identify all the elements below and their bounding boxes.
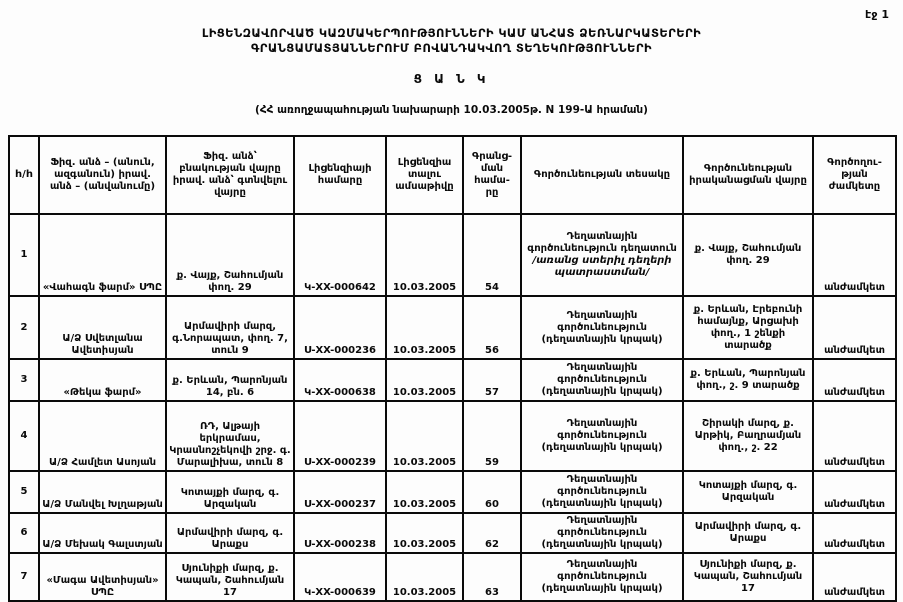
cell-registration-number: 60	[463, 471, 521, 513]
activity-text: Դեղատնային գործունեություն (դեղատնային կրպակ)	[541, 309, 663, 345]
header-license-number: Լիցենզիայի համարը	[294, 136, 386, 214]
cell-validity-term: անժամկետ	[813, 553, 896, 601]
cell-address: Արմավիրի մարզ, գ.Նորապատ, փող. 7, տուն 9	[166, 296, 294, 359]
table-row	[9, 471, 896, 513]
cell-license-date: 10.03.2005	[386, 401, 463, 471]
table-row	[9, 214, 896, 296]
cell-row-number: 3	[9, 359, 39, 401]
cell-license-number: Կ-XX-000639	[294, 553, 386, 601]
cell-registration-number: 57	[463, 359, 521, 401]
cell-validity-term: անժամկետ	[813, 513, 896, 553]
cell-activity-place: ք. Վայք, Շահումյան փող. 29	[683, 214, 813, 296]
header-row-number: h/h	[9, 136, 39, 214]
cell-address: Արմավիրի մարզ, գ. Արաքս	[166, 513, 294, 553]
cell-license-number: Կ-XX-000642	[294, 214, 386, 296]
page-number-label: էջ 1	[865, 8, 889, 21]
cell-row-number: 7	[9, 553, 39, 601]
header-person-name: Ֆիզ. անձ – (անուն, ազգանուն) իրավ. անձ – (անվանումը)	[39, 136, 166, 214]
cell-license-date: 10.03.2005	[386, 553, 463, 601]
cell-name: Ա/Ձ Սվետլանա Ավետիսյան	[39, 296, 166, 359]
document-title-block	[0, 0, 903, 116]
activity-text: Դեղատնային գործունեություն դեղատուն	[527, 231, 677, 254]
cell-license-date: 10.03.2005	[386, 359, 463, 401]
cell-license-number: Կ-XX-000638	[294, 359, 386, 401]
cell-row-number: 2	[9, 296, 39, 359]
cell-activity-type	[521, 401, 683, 471]
cell-activity-type	[521, 296, 683, 359]
cell-registration-number: 59	[463, 401, 521, 471]
cell-license-date: 10.03.2005	[386, 513, 463, 553]
cell-validity-term: անժամկետ	[813, 471, 896, 513]
cell-activity-place: Շիրակի մարզ, ք. Արթիկ, Բաղրամյան փող., շ. 22	[683, 401, 813, 471]
license-register-table	[8, 135, 897, 602]
cell-license-number: Ս-XX-000239	[294, 401, 386, 471]
cell-address: ք. Վայք, Շահումյան փող. 29	[166, 214, 294, 296]
cell-activity-type	[521, 513, 683, 553]
cell-activity-place: Արմավիրի մարզ, գ. Արաքս	[683, 513, 813, 553]
cell-name: «Մագա Ավետիսյան» ՍՊԸ	[39, 553, 166, 601]
header-activity-place: Գործունեության իրականացման վայրը	[683, 136, 813, 214]
table-row	[9, 553, 896, 601]
table-row	[9, 296, 896, 359]
cell-address: ք. Երևան, Պարոնյան 14, բն. 6	[166, 359, 294, 401]
header-registration-number: Գրանց- ման համա- րը	[463, 136, 521, 214]
cell-validity-term: անժամկետ	[813, 401, 896, 471]
cell-address: Կոտայքի մարզ, գ. Արզական	[166, 471, 294, 513]
cell-activity-type	[521, 359, 683, 401]
cell-name: Ա/Ձ Համլետ Ասոյան	[39, 401, 166, 471]
cell-license-number: Ս-XX-000238	[294, 513, 386, 553]
table-row	[9, 359, 896, 401]
cell-validity-term: անժամկետ	[813, 359, 896, 401]
activity-text: Դեղատնային գործունեություն (դեղատնային կրպակ)	[541, 474, 663, 509]
cell-license-date: 10.03.2005	[386, 214, 463, 296]
cell-name: «Վահագն ֆարմ» ՍՊԸ	[39, 214, 166, 296]
cell-row-number: 6	[9, 513, 39, 553]
cell-activity-place: ք. Երևան, Պարոնյան փող., շ. 9 տարածք	[683, 359, 813, 401]
cell-activity-place: ք. Երևան, Էրեբունի համայնք, Արցախի փող., 1 շենքի տարածք	[683, 296, 813, 359]
cell-row-number: 4	[9, 401, 39, 471]
title-order-reference: (ՀՀ առողջապահության նախարարի 10.03.2005թ. N 199-Ա հրաման)	[255, 104, 648, 116]
table-row	[9, 513, 896, 553]
cell-validity-term: անժամկետ	[813, 296, 896, 359]
header-license-date: Լիցենզիա տալու ամսաթիվը	[386, 136, 463, 214]
table-header	[9, 136, 896, 214]
title-line-2: ԳՐԱՆՑԱՄԱՏՅԱՆՆԵՐՈՒՄ ԲՈՎԱՆԴԱԿՎՈՂ ՏԵՂԵԿՈՒԹՅՈՒՆՆԵՐԻ	[251, 41, 652, 55]
cell-name: Ա/Ձ Մեխակ Գալստյան	[39, 513, 166, 553]
cell-activity-type	[521, 553, 683, 601]
cell-registration-number: 56	[463, 296, 521, 359]
cell-license-date: 10.03.2005	[386, 471, 463, 513]
cell-registration-number: 54	[463, 214, 521, 296]
cell-activity-place: Կոտայքի մարզ, գ. Արզական	[683, 471, 813, 513]
cell-license-number: Ս-XX-000237	[294, 471, 386, 513]
cell-activity-type	[521, 471, 683, 513]
activity-text: Դեղատնային գործունեություն (դեղատնային կրպակ)	[541, 418, 663, 453]
title-list-word: Ց Ա Ն Կ	[413, 72, 490, 86]
activity-text: Դեղատնային գործունեություն (դեղատնային կրպակ)	[541, 515, 663, 550]
header-residence: Ֆիզ. անձ՝ բնակության վայրը իրավ. անձ՝ գտնվելու վայրը	[166, 136, 294, 214]
activity-text: Դեղատնային գործունեություն (դեղատնային կրպակ)	[541, 362, 663, 397]
cell-name: Ա/Ձ Մանվել Խլղաթյան	[39, 471, 166, 513]
cell-activity-place: Սյունիքի մարզ, ք. Կապան, Շահումյան 17	[683, 553, 813, 601]
cell-row-number: 5	[9, 471, 39, 513]
cell-activity-type	[521, 214, 683, 296]
cell-registration-number: 63	[463, 553, 521, 601]
header-validity-term: Գործողու- թյան ժամկետը	[813, 136, 896, 214]
cell-row-number: 1	[9, 214, 39, 296]
cell-registration-number: 62	[463, 513, 521, 553]
cell-address: Սյունիքի մարզ, ք. Կապան, Շահումյան 17	[166, 553, 294, 601]
table-body	[9, 214, 896, 601]
cell-address: ՌԴ, Ալթայի երկրամաս, Կրասնոշչեկովի շրջ. գ. Մարալիխա, տուն 8	[166, 401, 294, 471]
title-line-1: ԼԻՑԵՆԶԱՎՈՐՎԱԾ ԿԱԶՄԱԿԵՐՊՈՒԹՅՈՒՆՆԵՐԻ ԿԱՄ ԱՆՀԱՏ ՁԵՌՆԱՐԿԱՏԵՐԵՐԻ	[201, 26, 702, 40]
header-activity-type: Գործունեության տեսակը	[521, 136, 683, 214]
cell-license-date: 10.03.2005	[386, 296, 463, 359]
cell-name: «Թեկա ֆարմ»	[39, 359, 166, 401]
table-row	[9, 401, 896, 471]
cell-validity-term: անժամկետ	[813, 214, 896, 296]
activity-note: /առանց ստերիլ դեղերի պատրաստման/	[532, 255, 672, 278]
cell-license-number: Ս-XX-000236	[294, 296, 386, 359]
activity-text: Դեղատնային գործունեություն (դեղատնային կրպակ)	[541, 559, 663, 594]
